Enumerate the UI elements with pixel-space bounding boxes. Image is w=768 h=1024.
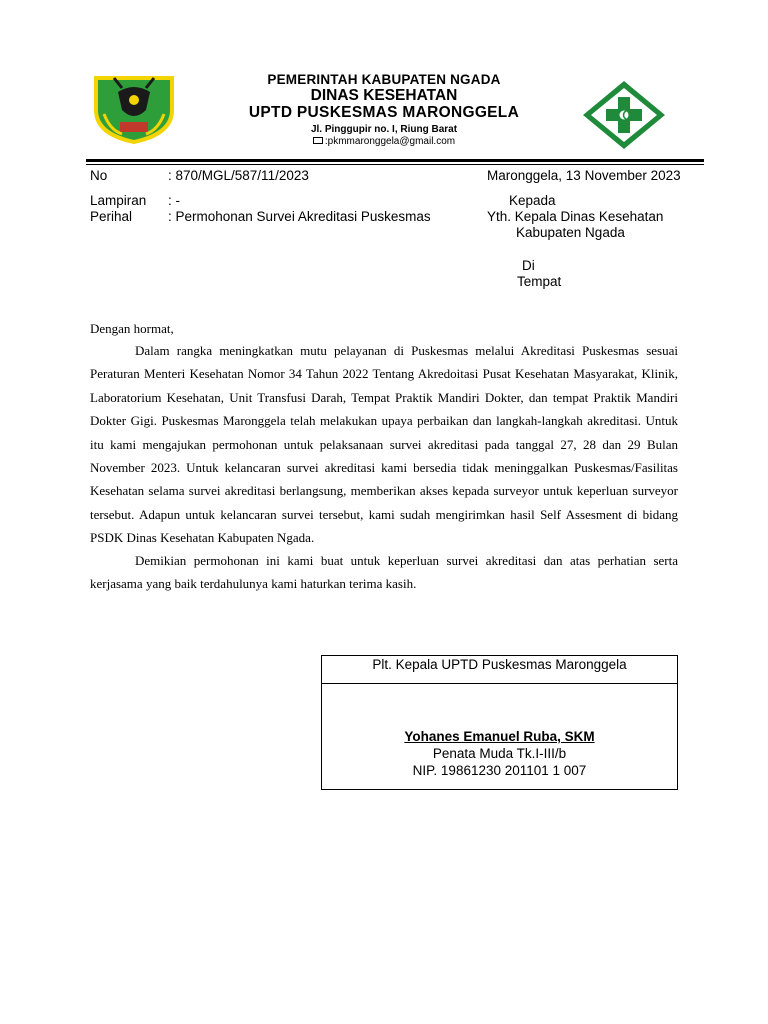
signature-block [321, 655, 678, 790]
recipient-line2: Kabupaten Ngada [516, 225, 625, 240]
kabupaten-emblem-icon [90, 70, 178, 146]
department-name: DINAS KESEHATAN [310, 87, 458, 104]
signatory-name: Yohanes Emanuel Ruba, SKM [404, 729, 595, 744]
no-label: No [90, 168, 108, 183]
lampiran-value: : - [168, 193, 180, 208]
letterhead [200, 72, 568, 148]
header-divider-thick [86, 159, 704, 162]
recipient-tempat: Tempat [517, 274, 562, 289]
signature-position: Plt. Kepala UPTD Puskesmas Maronggela [322, 656, 677, 684]
paragraph-2: Demikian permohonan ini kami buat untuk keperluan survei akreditasi dan atas perhatian serta kerjasama yang baik terdahulunya kami haturkan terima kasih. [90, 553, 678, 592]
government-name: PEMERINTAH KABUPATEN NGADA [267, 72, 501, 87]
kepada: Kepada [509, 193, 556, 208]
no-value: : 870/MGL/587/11/2023 [168, 168, 309, 183]
institution-name: UPTD PUSKESMAS MARONGGELA [248, 104, 520, 121]
perihal-value: : Permohonan Survei Akreditasi Puskesmas [168, 209, 431, 224]
recipient-line1: Yth. Kepala Dinas Kesehatan [487, 209, 664, 224]
puskesmas-logo-icon [581, 79, 667, 151]
email: :pkmmaronggela@gmail.com [324, 136, 456, 147]
signatory-nip: NIP. 19861230 201101 1 007 [412, 763, 587, 778]
signature-details [322, 684, 677, 779]
greeting: Dengan hormat, [90, 321, 174, 336]
address: Jl. Pinggupir no. I, Riung Barat [310, 124, 458, 135]
perihal-label: Perihal [90, 209, 133, 224]
recipient-di: Di [522, 258, 535, 273]
lampiran-label: Lampiran [90, 193, 147, 208]
mail-icon [313, 137, 323, 144]
paragraph-1: Dalam rangka meningkatkan mutu pelayanan di Puskesmas melalui Akreditasi Puskesmas sesuai Peraturan Menteri Kesehatan Nomor 34 Tahun 2022 Tentang Akredoitasi Pusat Kesehatan Masyarakat, Klinik, Laboratorium Kesehatan, Unit Transfusi Darah, Tempat Praktik Mandiri Dokter, dan tempat Praktik Mandiri Dokter Gigi. Puskesmas Maronggela telah melakukan upaya perbaikan dan langkah-langkah akreditasi. Untuk itu kami mengajukan permohonan untuk pelaksanaan survei akreditasi pada tanggal 27, 28 dan 29 Bulan November 2023. Untuk kelancaran survei akreditasi kami bersedia tidak meninggalkan Puskesmas/Fasilitas Kesehatan selama survei akreditasi berlangsung, memberikan akses kepada surveyor untuk keperluan surveyor tersebut. Adapun untuk kelancaran survei tersebut, kami sudah mengirimkan hasil Self Assesment di bidang PSDK Dinas Kesehatan Kabupaten Ngada. [90, 343, 678, 546]
header-divider-thin [86, 164, 704, 165]
email-line [200, 136, 568, 148]
place-date: Maronggela, 13 November 2023 [487, 168, 681, 183]
signatory-rank: Penata Muda Tk.I-III/b [432, 746, 567, 761]
